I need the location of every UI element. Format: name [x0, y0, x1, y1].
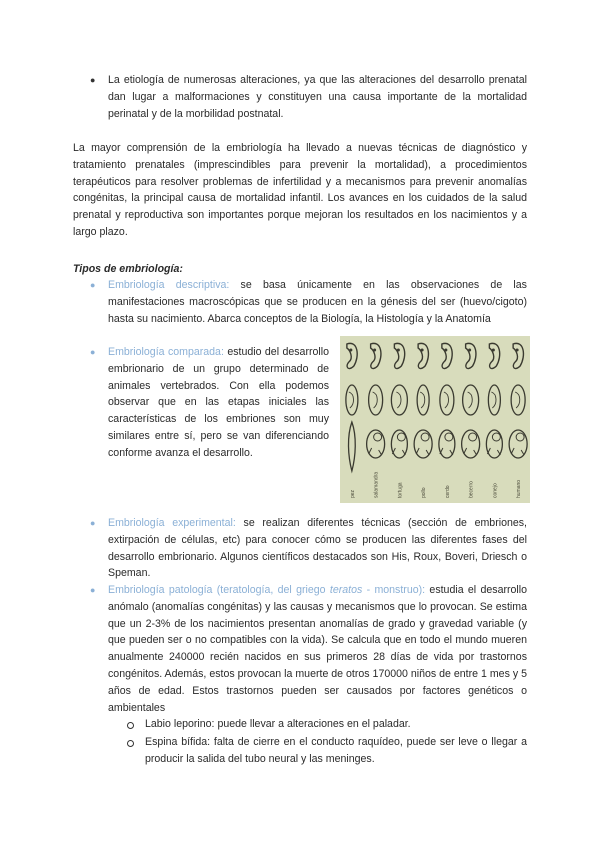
embryo-stage1-sketch: [347, 343, 357, 368]
embryo-stage1-sketch: [466, 343, 476, 368]
bullet-dot: ●: [90, 75, 96, 85]
comparative-embryology-item: [108, 344, 329, 462]
embryo-stage3-sketch: [414, 430, 432, 458]
embryo-head-sketch: [445, 433, 453, 441]
term-comparada: Embriología comparada:: [108, 346, 224, 358]
embryo-eye-mark: [516, 349, 519, 352]
embryo-head-sketch: [374, 433, 382, 441]
term-descriptiva: Embriología descriptiva:: [108, 279, 230, 291]
embryo-stage2-sketch: [511, 385, 525, 415]
embryo-stage2-sketch: [488, 385, 500, 415]
embryo-eye-mark: [349, 349, 352, 352]
embryo-stage1-sketch: [489, 343, 499, 368]
embryo-stage1-sketch: [442, 343, 452, 368]
embryo-limb-sketch: [511, 448, 524, 455]
sub-bullet-ring: [127, 722, 134, 729]
section-heading: Tipos de embriología:: [73, 263, 183, 275]
species-label: cerdo: [444, 485, 451, 498]
embryo-stage1-sketch: [394, 343, 404, 368]
embryo-stage2-detail: [468, 392, 473, 408]
embryo-eye-mark: [492, 349, 495, 352]
embryo-limb-sketch: [369, 448, 382, 455]
species-label: humano: [516, 479, 523, 498]
sub-item-labio-leporino: Labio leporino: puede llevar a alteraciones en el paladar.: [145, 718, 411, 730]
embryo-stage2-sketch: [440, 385, 454, 415]
embryo-head-sketch: [397, 433, 405, 441]
embryo-stage2-detail: [444, 392, 449, 408]
experimental-embryology-item: [108, 515, 527, 582]
species-label: conejo: [492, 483, 499, 498]
embryo-illustration: [340, 336, 530, 503]
embryo-stage3-sketch: [348, 422, 355, 471]
embryo-stage2-sketch: [346, 385, 358, 415]
embryo-stage3-sketch: [462, 430, 480, 458]
species-label: tortuga: [397, 482, 404, 498]
embryo-stage3-sketch: [509, 430, 527, 458]
term-experimental: Embriología experimental:: [108, 517, 236, 529]
embryo-limb-sketch: [416, 448, 429, 455]
embryo-stage2-detail: [349, 392, 354, 408]
descriptive-embryology-item: [108, 277, 527, 327]
embryo-stage1-sketch: [371, 343, 381, 368]
embryo-head-sketch: [516, 433, 524, 441]
embryo-comparison-figure: [340, 336, 530, 503]
teratos-word: teratos: [329, 584, 363, 596]
etiology-bullet-text: La etiología de numerosas alteraciones, ya que las alteraciones del desarrollo prenatal dan lugar a malformaciones y constituyen una causa importante de la mortalidad perinatal y de la morbilidad postnatal.: [108, 74, 527, 120]
embryo-stage1-sketch: [418, 343, 428, 368]
species-label: pez: [349, 489, 356, 498]
embryo-eye-mark: [373, 349, 376, 352]
bullet-dot: ●: [90, 585, 96, 595]
sub-item-espina-bifida: Espina bífida: falta de cierre en el conducto raquídeo, puede ser leve o llegar a producir la salida del tubo neural y las meninges.: [145, 736, 527, 765]
term-patologia: Embriología patología (teratología, del griego teratos - monstruo):: [108, 584, 426, 596]
embryo-eye-mark: [397, 349, 400, 352]
embryo-eye-mark: [444, 349, 447, 352]
embryo-stage2-detail: [491, 392, 496, 408]
embryo-head-sketch: [421, 433, 429, 441]
embryo-stage1-sketch: [513, 343, 523, 368]
comparada-text: estudio del desarrollo embrionario de un grupo determinado de animales vertebrados. Con ella podemos observar que en las etapas iniciales las características de los embriones son muy similares entre sí, pero se van diferenciando conforme avanza el desarrollo.: [108, 346, 329, 459]
embryo-head-sketch: [492, 433, 500, 441]
bullet-dot: ●: [90, 518, 96, 528]
species-label: pollo: [421, 487, 428, 498]
patologia-text: estudia el desarrollo anómalo (anomalías congénitas) y las causas y mecanismos que lo provocan. Se estima que un 2-3% de los nacimientos presentan anomalías de grado y gravedad variable (y que pueden ser o no compatibles con la vida). Se calcula que en todo el mundo mueren anualmente 240000 recién nacidos en sus primeros 28 días de vida por trastornos congénitos. Además, estos provocan la muerte de otros 170000 niños de entre 1 mes y 5 años de edad. Estos trastornos pueden ser causados por factores genéticos o ambientales: [108, 584, 528, 714]
embryo-stage2-sketch: [391, 385, 407, 415]
species-label: salamandra: [373, 471, 380, 498]
experimental-text: se realizan diferentes técnicas (sección de embriones, extirpación de células, etc) para conocer cómo se producen las diferentes fases del desarrollo embrionario. Algunos científicos destacados son His, Roux, Boveri, Driesch o Speman.: [108, 517, 527, 580]
descriptiva-text: se basa únicamente en las observaciones de las manifestaciones macroscópicas que se producen en la génesis del ser (huevo/cigoto) hasta su nacimiento. Abarca conceptos de la Biología, la Histología y la Anatomía: [108, 279, 527, 325]
bullet-dot: ●: [90, 347, 96, 357]
embryo-head-sketch: [469, 433, 477, 441]
embryo-stage2-sketch: [369, 385, 383, 415]
sub-bullet-ring: [127, 740, 134, 747]
embryo-eye-mark: [468, 349, 471, 352]
embryo-eye-mark: [421, 349, 424, 352]
embryology-paragraph: La mayor comprensión de la embriología ha llevado a nuevas técnicas de diagnóstico y tratamiento prenatales (imprescindibles para prevenir la mortalidad), a procedimientos terapéuticos para resolver problemas de infertilidad y a mecanismos para prevenir anomalías congénitas, la principal causa de mortalidad infantil. Los avances en los cuidados de la salud prenatal y reproductiva son importantes porque mejoran los resultados en los nacimientos y a largo plazo.: [73, 142, 527, 238]
pathology-embryology-item: [108, 582, 527, 716]
embryo-stage2-detail: [515, 392, 520, 408]
embryo-stage3-sketch: [367, 430, 385, 458]
embryo-limb-sketch: [464, 448, 477, 455]
bullet-dot: ●: [90, 280, 96, 290]
embryo-stage2-sketch: [417, 385, 429, 415]
embryo-stage2-detail: [373, 392, 378, 408]
embryo-stage2-detail: [396, 392, 401, 408]
species-label: becerro: [468, 481, 475, 498]
embryo-stage2-sketch: [463, 385, 479, 415]
embryo-stage2-detail: [420, 392, 425, 408]
